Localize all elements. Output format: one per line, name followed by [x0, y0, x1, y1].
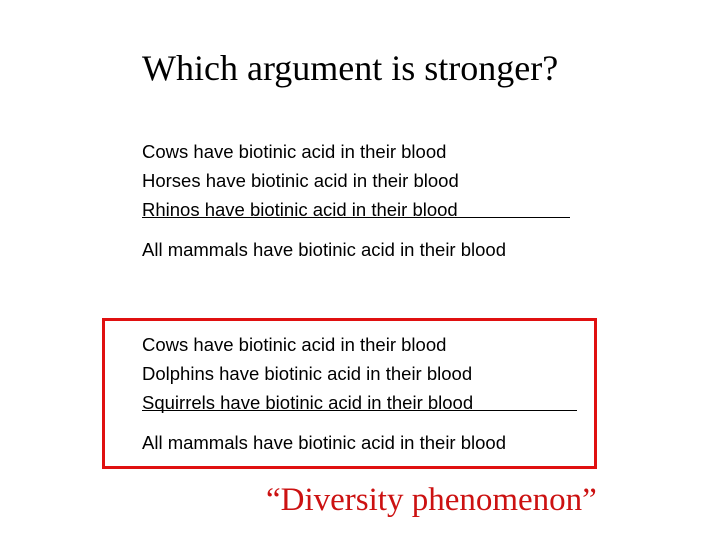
argument-2-premise-3: Squirrels have biotinic acid in their blood [142, 392, 474, 413]
argument-1-conclusion: All mammals have biotinic acid in their blood [142, 239, 507, 260]
argument-1 [142, 137, 570, 264]
argument-1-premise-1: Cows have biotinic acid in their blood [142, 141, 447, 162]
argument-2-premise-2: Dolphins have biotinic acid in their blood [142, 363, 473, 384]
argument-2-conclusion: All mammals have biotinic acid in their blood [142, 432, 507, 453]
diversity-caption: “Diversity phenomenon” [266, 482, 597, 518]
argument-1-premise-2: Horses have biotinic acid in their blood [142, 170, 459, 191]
slide-title: Which argument is stronger? [142, 48, 559, 88]
argument-2 [142, 330, 577, 457]
argument-1-premise-3: Rhinos have biotinic acid in their blood [142, 199, 458, 220]
argument-2-premise-1: Cows have biotinic acid in their blood [142, 334, 447, 355]
